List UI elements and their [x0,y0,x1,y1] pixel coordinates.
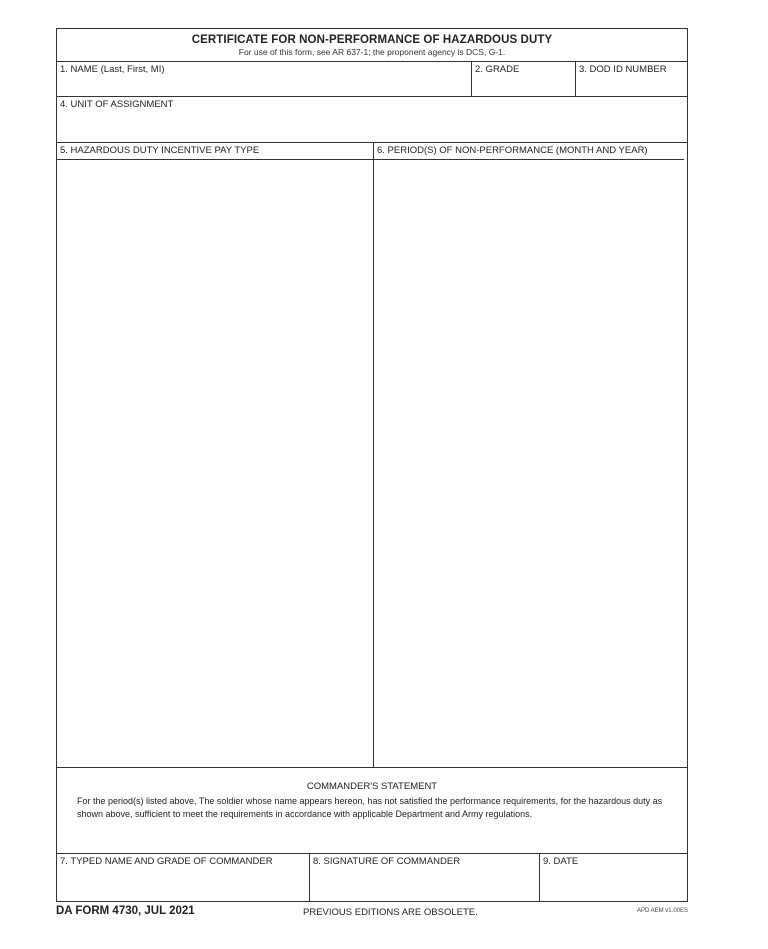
divider [57,61,687,62]
commander-name-field[interactable] [59,869,307,899]
signature-label: 8. SIGNATURE OF COMMANDER [313,856,461,867]
divider [309,853,310,901]
commander-statement-text: For the period(s) listed above, The soldier whose name appears hereon, has not satisfied the performance requirements, for the hazardous duty as shown above, sufficient to meet the requirements in accordance with applicable Department and Army regulations. [77,796,663,819]
form-subtitle: For use of this form, see AR 637-1; the proponent agency is DCS, G-1. [238,47,506,57]
pay-type-label: 5. HAZARDOUS DUTY INCENTIVE PAY TYPE [60,145,260,156]
grade-label: 2. GRADE [475,64,520,75]
dod-id-label: 3. DOD ID NUMBER [579,64,667,75]
divider [57,96,687,97]
date-label: 9. DATE [543,856,579,867]
divider [57,853,687,854]
name-field[interactable] [59,76,469,95]
periods-label: 6. PERIOD(S) OF NON-PERFORMANCE (MONTH AND YEAR) [377,145,648,156]
dod-id-field[interactable] [577,76,685,95]
unit-field[interactable] [59,112,685,140]
pay-type-field[interactable] [59,162,371,765]
unit-label: 4. UNIT OF ASSIGNMENT [60,99,174,110]
periods-field[interactable] [376,162,685,765]
signature-field[interactable] [312,869,537,899]
divider [57,767,687,768]
form-title: CERTIFICATE FOR NON-PERFORMANCE OF HAZARDOUS DUTY [191,34,553,46]
divider [57,142,687,143]
divider [575,61,576,96]
da-form-4730 [56,28,688,902]
divider [373,142,374,767]
commander-statement-title: COMMANDER'S STATEMENT [306,781,438,792]
grade-field[interactable] [473,76,573,95]
divider [471,61,472,96]
version-label: APD AEM v1.00ES [636,908,688,914]
date-field[interactable] [542,869,685,899]
commander-name-label: 7. TYPED NAME AND GRADE OF COMMANDER [60,856,273,867]
name-label: 1. NAME (Last, First, MI) [60,64,165,75]
form-id: DA FORM 4730, JUL 2021 [56,905,195,917]
divider [57,159,684,160]
obsolete-notice: PREVIOUS EDITIONS ARE OBSOLETE. [303,907,478,918]
divider [539,853,540,901]
